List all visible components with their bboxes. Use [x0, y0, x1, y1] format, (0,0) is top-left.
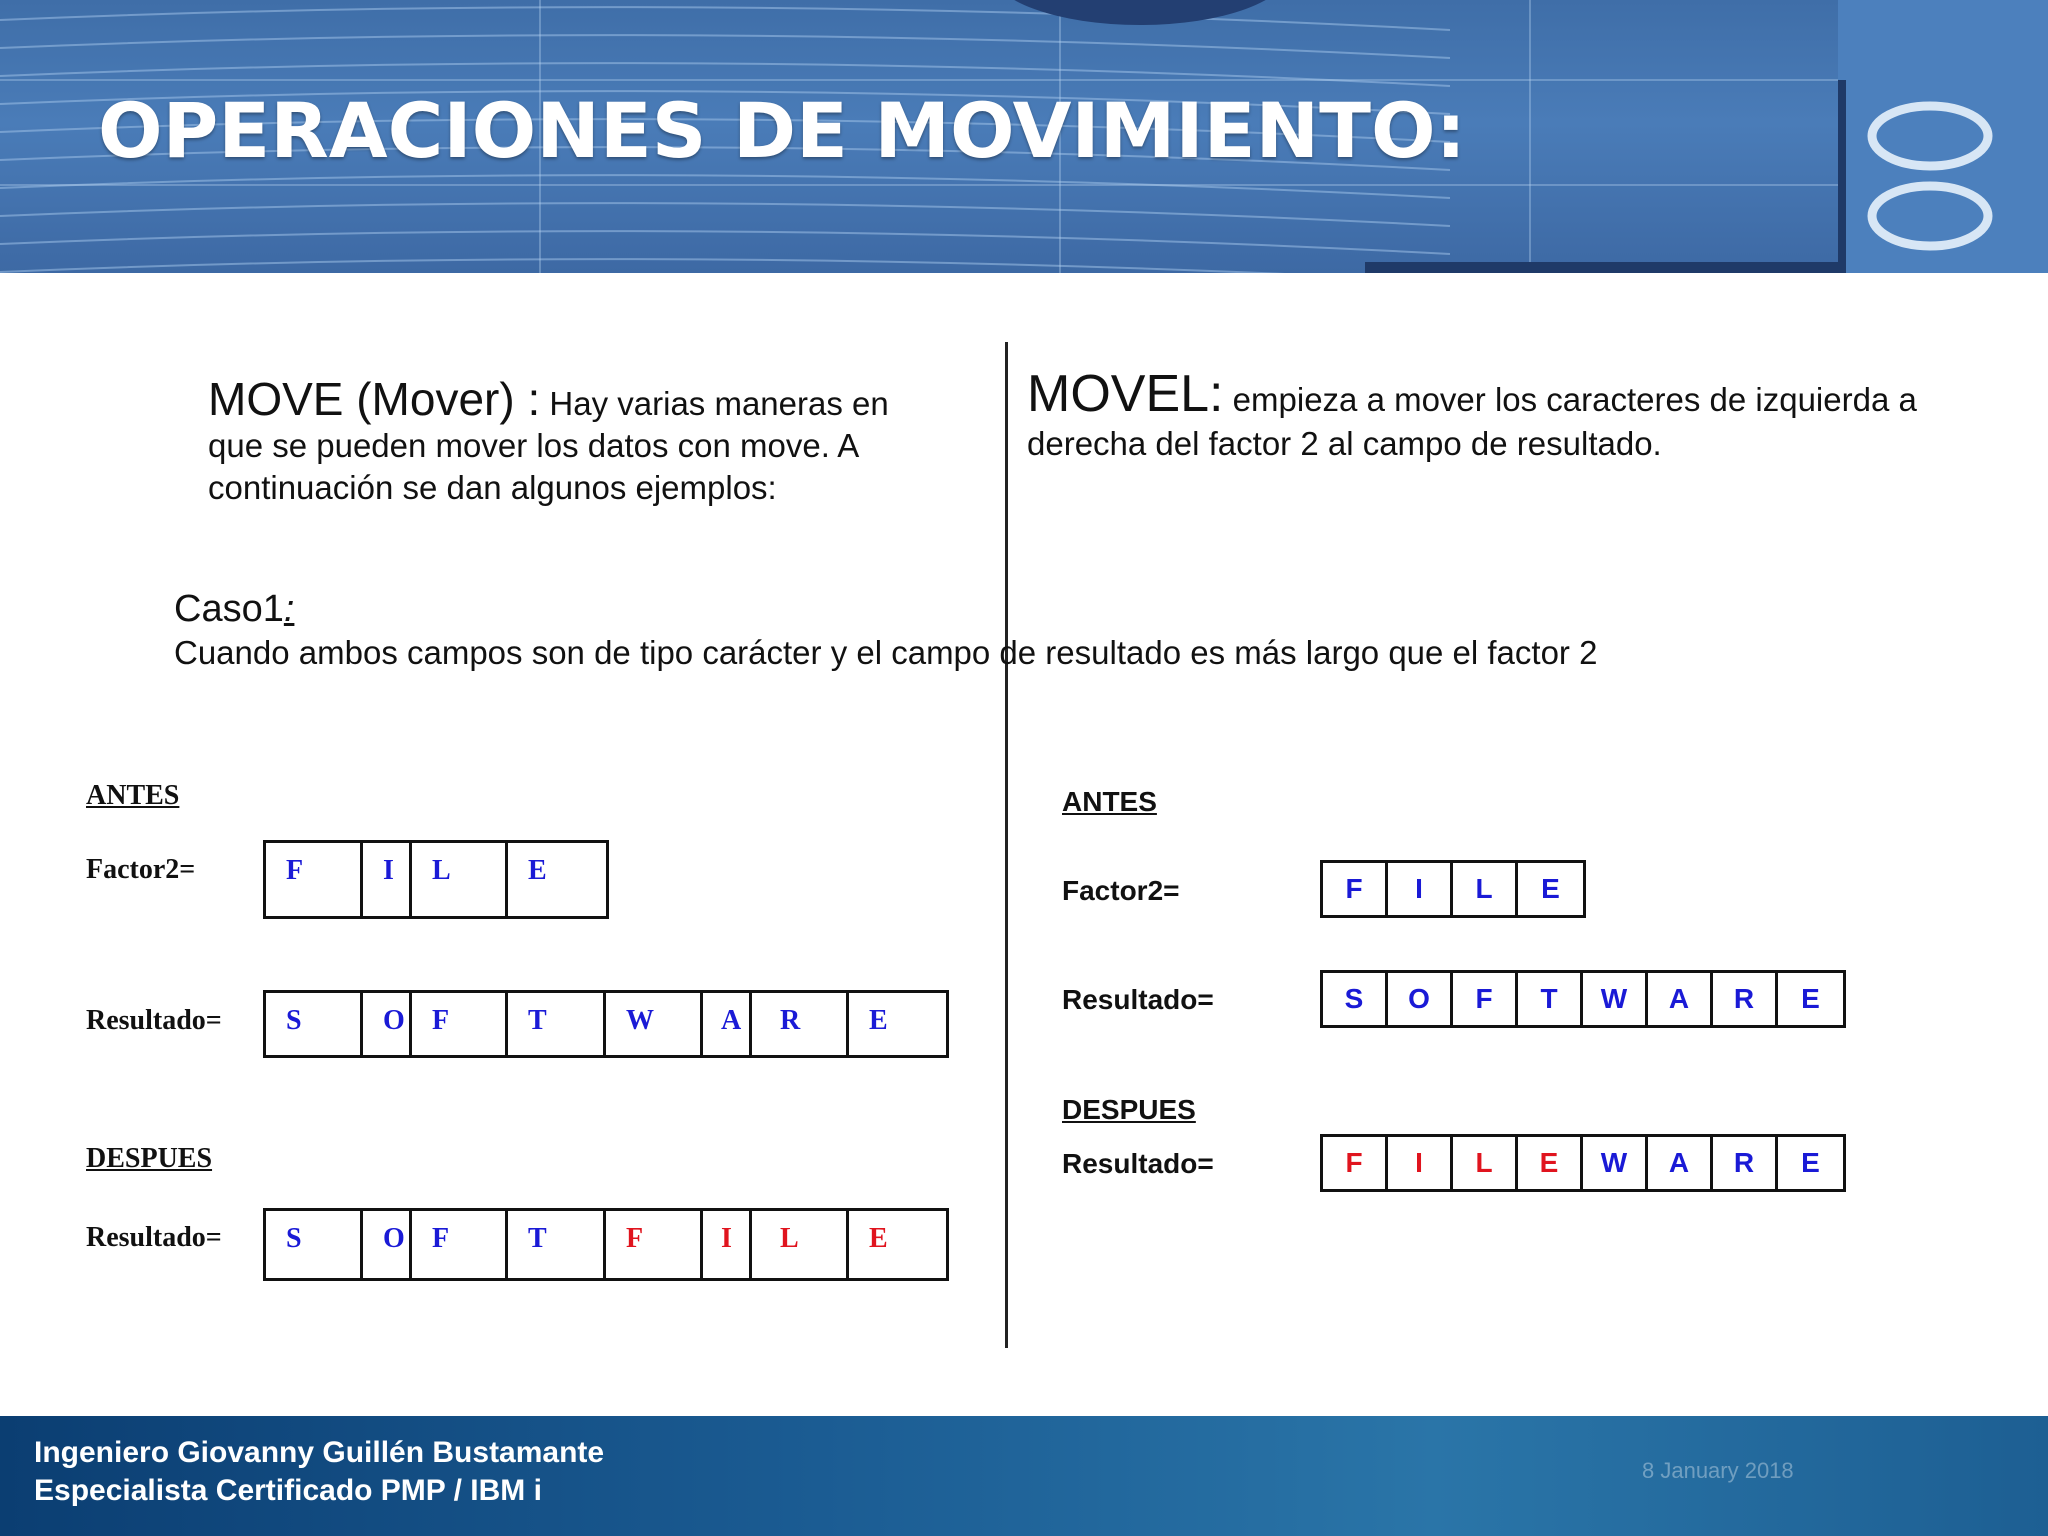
char-cell [1388, 1137, 1453, 1189]
char-cell [606, 993, 703, 1055]
move-antes-label: ANTES [86, 780, 180, 811]
char-cell [703, 993, 752, 1055]
header-banner [0, 0, 2048, 273]
char-cell [1583, 1137, 1648, 1189]
author-line-1: Ingeniero Giovanny Guillén Bustamante [34, 1436, 605, 1469]
char-cell [849, 1211, 946, 1278]
movel-description [1027, 365, 1947, 466]
move-despues-boxes [263, 1208, 949, 1281]
page-title: OPERACIONES DE MOVIMIENTO: [98, 86, 1466, 175]
char-cell [1648, 1137, 1713, 1189]
case-colon: : [283, 588, 295, 630]
char-cell [1453, 863, 1518, 915]
char-cell [1388, 863, 1453, 915]
move-resultado-label: Resultado= [86, 1005, 222, 1036]
author-info [34, 1434, 604, 1510]
case-title-text: Caso1 [174, 588, 284, 630]
movel-resultado-boxes [1320, 970, 1846, 1028]
char-cell-text: F [432, 1005, 450, 1036]
movel-lead: MOVEL: [1027, 365, 1224, 423]
movel-factor2-label: Factor2= [1062, 875, 1180, 906]
char-cell [412, 843, 508, 916]
char-cell-text: L [1475, 1147, 1493, 1178]
char-cell [1388, 973, 1453, 1025]
char-cell-text: L [432, 855, 451, 886]
char-cell-text: L [780, 1223, 799, 1254]
char-cell-text: E [1539, 1147, 1559, 1178]
char-cell [508, 843, 606, 916]
char-cell-text: T [1540, 983, 1558, 1014]
char-cell-text: O [383, 1005, 405, 1036]
char-cell [1713, 973, 1778, 1025]
char-cell [1778, 973, 1843, 1025]
movel-factor2-boxes [1320, 860, 1586, 918]
char-cell [752, 993, 849, 1055]
char-cell-text: S [286, 1223, 302, 1254]
char-cell-text: I [1415, 873, 1423, 904]
char-cell [363, 843, 412, 916]
case-description: Cuando ambos campos son de tipo carácter y el campo de resultado es más largo que el factor 2 [174, 634, 1598, 671]
char-cell-text: A [1668, 1147, 1690, 1178]
case-title [174, 588, 294, 631]
movel-resultado-label: Resultado= [1062, 984, 1214, 1015]
char-cell-text: I [1415, 1147, 1423, 1178]
char-cell-text: T [528, 1005, 547, 1036]
movel-despues-label: DESPUES [1062, 1094, 1196, 1125]
char-cell-text: E [1541, 873, 1560, 904]
char-cell [412, 993, 508, 1055]
char-cell-text: F [432, 1223, 450, 1254]
char-cell-text: F [1345, 873, 1363, 904]
char-cell-text: L [1475, 873, 1493, 904]
char-cell-text: W [626, 1005, 654, 1036]
char-cell-text: O [383, 1223, 405, 1254]
char-cell-text: S [1344, 983, 1364, 1014]
char-cell-text: T [528, 1223, 547, 1254]
char-cell-text: A [1668, 983, 1690, 1014]
slide-date: 8 January 2018 [1642, 1458, 1794, 1483]
char-cell [1323, 1137, 1388, 1189]
char-cell [1518, 1137, 1583, 1189]
char-cell-text: I [721, 1223, 732, 1254]
movel-despues-resultado-label: Resultado= [1062, 1148, 1214, 1179]
footer-bar [0, 1416, 2048, 1536]
move-factor2-boxes [263, 840, 609, 919]
char-cell-text: A [721, 1005, 742, 1036]
char-cell-text: O [1408, 983, 1430, 1014]
char-cell [363, 993, 412, 1055]
char-cell [703, 1211, 752, 1278]
char-cell [1518, 863, 1583, 915]
char-cell-text: I [383, 855, 394, 886]
char-cell [849, 993, 946, 1055]
char-cell [508, 1211, 606, 1278]
char-cell-text: E [1801, 983, 1820, 1014]
move-factor2-label: Factor2= [86, 854, 196, 885]
char-cell-text: F [286, 855, 304, 886]
char-cell-text: S [286, 1005, 302, 1036]
char-cell [1323, 973, 1388, 1025]
char-cell-text: R [1733, 983, 1755, 1014]
char-cell [266, 993, 363, 1055]
movel-text: empieza a mover los caracteres de izquierda a derecha del factor 2 al campo de resultado. [1027, 381, 1917, 462]
char-cell [1713, 1137, 1778, 1189]
char-cell [1323, 863, 1388, 915]
move-text: Hay varias maneras en que se pueden mover los datos con move. A continuación se dan algunos ejemplos: [208, 385, 889, 506]
movel-despues-boxes [1320, 1134, 1846, 1192]
char-cell-text: E [1801, 1147, 1820, 1178]
char-cell [1453, 1137, 1518, 1189]
char-cell-text: F [1345, 1147, 1363, 1178]
char-cell [266, 843, 363, 916]
char-cell-text: E [869, 1223, 888, 1254]
char-cell [363, 1211, 412, 1278]
char-cell [266, 1211, 363, 1278]
char-cell [412, 1211, 508, 1278]
char-cell-text: E [869, 1005, 888, 1036]
char-cell [1778, 1137, 1843, 1189]
author-line-2: Especialista Certificado PMP / IBM i [34, 1474, 542, 1507]
char-cell [1648, 973, 1713, 1025]
char-cell-text: W [1600, 983, 1628, 1014]
char-cell-text: W [1600, 1147, 1628, 1178]
char-cell-text: R [780, 1005, 801, 1036]
char-cell-text: E [528, 855, 547, 886]
char-cell [606, 1211, 703, 1278]
char-cell [1518, 973, 1583, 1025]
char-cell-text: F [1475, 983, 1493, 1014]
char-cell [752, 1211, 849, 1278]
char-cell [1453, 973, 1518, 1025]
char-cell-text: F [626, 1223, 644, 1254]
char-cell [1583, 973, 1648, 1025]
char-cell [508, 993, 606, 1055]
movel-antes-label: ANTES [1062, 786, 1157, 817]
move-despues-label: DESPUES [86, 1143, 213, 1174]
vertical-divider [1005, 342, 1008, 1348]
move-resultado-boxes [263, 990, 949, 1058]
move-lead: MOVE (Mover) : [208, 373, 541, 425]
move-description [208, 373, 928, 509]
char-cell-text: R [1733, 1147, 1755, 1178]
move-despues-resultado-label: Resultado= [86, 1222, 222, 1253]
